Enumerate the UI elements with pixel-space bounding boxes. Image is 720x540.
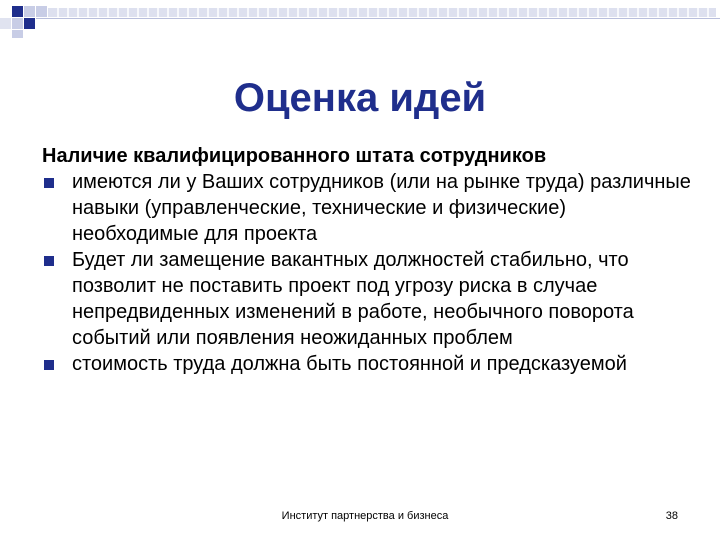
bullet-item xyxy=(42,351,692,377)
slide-subheading: Наличие квалифицированного штата сотрудников xyxy=(42,145,547,167)
header-decoration xyxy=(0,0,720,40)
page-number: 38 xyxy=(665,510,678,522)
square-bullet-icon xyxy=(44,178,54,188)
decor-square-light xyxy=(36,6,47,17)
square-bullet-icon xyxy=(44,360,54,370)
bullet-text: имеются ли у Ваших сотрудников (или на рынке труда) различные навыки (управленческие, технические и физические) необходимые для проекта xyxy=(72,171,691,245)
decor-square-light xyxy=(12,18,23,29)
bullet-text: Будет ли замещение вакантных должностей стабильно, что позволит не поставить проект под угрозу риска в случае непредвиденных изменений в работе, необычного поворота событий или появления неожиданных проблем xyxy=(72,249,634,349)
decor-square-light xyxy=(0,18,11,29)
square-bullet-icon xyxy=(44,256,54,266)
slide-body xyxy=(42,143,692,377)
bullet-item xyxy=(42,247,692,351)
decor-square-light xyxy=(12,30,23,38)
bullet-text: стоимость труда должна быть постоянной и предсказуемой xyxy=(72,353,627,375)
decor-grid-strip xyxy=(48,8,716,17)
bullet-list xyxy=(42,169,692,377)
slide-footer: Институт партнерства и бизнеса xyxy=(281,510,449,522)
slide-title: Оценка идей xyxy=(233,76,487,120)
bullet-item xyxy=(42,169,692,247)
decor-square-light xyxy=(24,6,35,17)
decor-square-dark xyxy=(12,6,23,17)
decor-square-dark xyxy=(24,18,35,29)
